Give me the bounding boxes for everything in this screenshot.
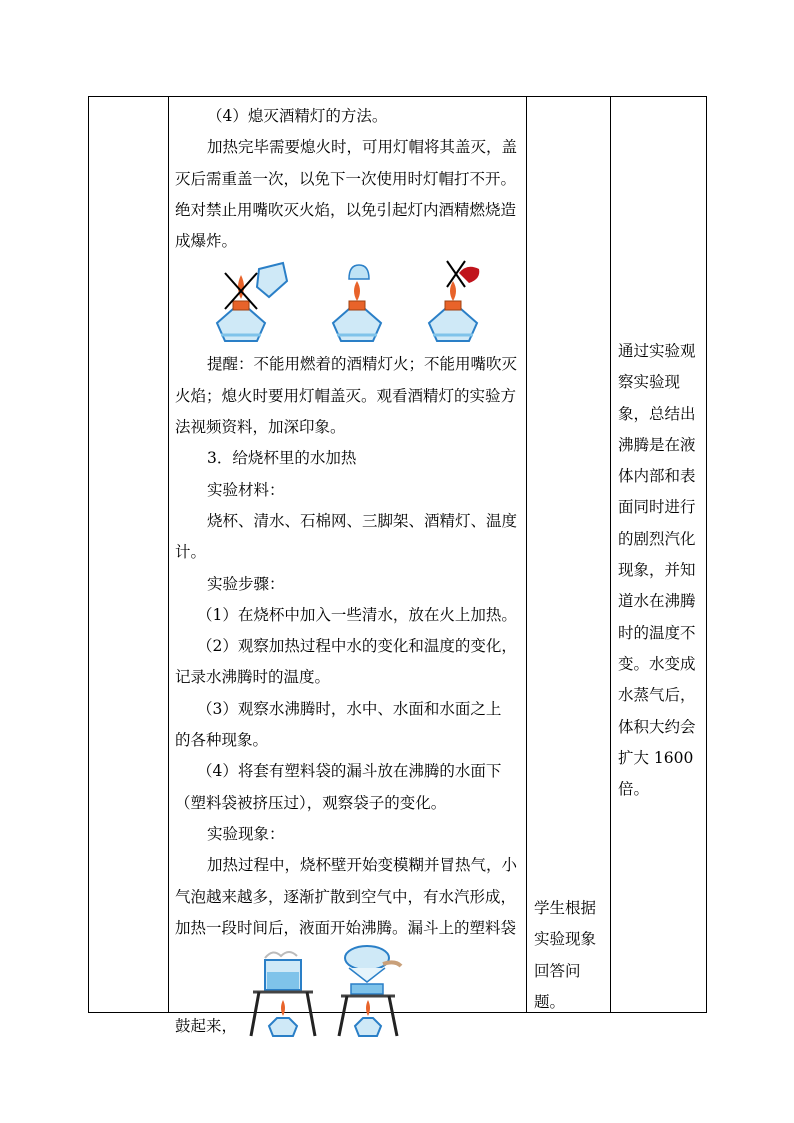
paragraph-line: 加热完毕需要熄火时，可用灯帽将其盖灭，盖 [207, 138, 518, 157]
paragraph-line: 法视频资料，加深印象。 [175, 418, 346, 437]
text-line: 面同时进行 [618, 498, 696, 517]
text-line: 回答问 [534, 961, 581, 980]
lesson-table [88, 96, 707, 1035]
paragraph-line: （1）在烧杯中加入一些清水，放在火上加热。 [197, 605, 517, 624]
paragraph-line: 的各种现象。 [175, 731, 269, 750]
alcohol-lamp-wrong-icon [211, 261, 291, 345]
text-line: 水蒸气后， [618, 686, 696, 705]
column-divider [610, 97, 611, 1012]
text-line: 时的温度不 [618, 623, 696, 642]
student-activity-cell [534, 893, 596, 1018]
paragraph-line: 鼓起来， [175, 1016, 238, 1035]
text-line: 现象，并知 [618, 561, 696, 580]
paragraph-line: （4）将套有塑料袋的漏斗放在沸腾的水面下 [197, 762, 502, 781]
text-line: 实验现象 [534, 930, 597, 949]
text-line: 察实验现 [618, 373, 681, 392]
text-line: 道水在沸腾 [618, 592, 696, 611]
paragraph-line: 实验现象： [207, 824, 285, 843]
text-line: 体内部和表 [618, 467, 696, 486]
design-intent-cell [618, 336, 696, 805]
text-line: 题。 [534, 992, 566, 1011]
paragraph-line: 记录水沸腾时的温度。 [175, 668, 331, 687]
lamp-figures [175, 257, 520, 349]
paragraph-line: （2）观察加热过程中水的变化和温度的变化， [197, 637, 517, 656]
boiling-figures [175, 944, 520, 1040]
paragraph-line: 计。 [175, 543, 207, 562]
text-line: 学生根据 [534, 899, 597, 917]
funnel-bag-heating-icon [333, 944, 405, 1038]
beaker-heating-icon [247, 946, 319, 1038]
paragraph-line: 灭后需重盖一次，以免下一次使用时灯帽打不开。 [175, 169, 517, 188]
paragraph-line: 实验步骤： [207, 574, 285, 593]
section-title: 3．给烧杯里的水加热 [207, 449, 357, 468]
paragraph-line: 成爆炸。 [175, 232, 238, 251]
text-line: 的剧烈汽化 [618, 529, 696, 548]
text-line: 沸腾是在液 [618, 435, 696, 454]
paragraph-line: 绝对禁止用嘴吹灭火焰，以免引起灯内酒精燃烧造 [175, 200, 517, 219]
alcohol-lamp-cap-icon [327, 261, 387, 345]
step-title: （4）熄灭酒精灯的方法。 [207, 107, 388, 125]
column-divider [526, 97, 527, 1012]
text-line: 倍。 [618, 780, 650, 799]
paragraph-line: 气泡越来越多，逐渐扩散到空气中，有水汽形成， [175, 887, 517, 906]
paragraph-line: 提醒：不能用燃着的酒精灯火；不能用嘴吹灭 [207, 355, 518, 374]
paragraph-line: （塑料袋被挤压过），观察袋子的变化。 [175, 793, 447, 812]
paragraph-line: 加热一段时间后，液面开始沸腾。漏斗上的塑料袋 [175, 918, 517, 937]
paragraph-line: 加热过程中，烧杯壁开始变模糊并冒热气，小 [207, 856, 518, 875]
paragraph-line: 实验材料： [207, 480, 285, 499]
text-line: 象，总结出 [618, 404, 696, 423]
text-line: 通过实验观 [618, 342, 696, 360]
teaching-content-cell [169, 97, 526, 1035]
text-line: 变。水变成 [618, 654, 696, 673]
paragraph-line: （3）观察水沸腾时，水中、水面和水面之上 [197, 699, 502, 718]
paragraph-line: 火焰；熄火时要用灯帽盖灭。观看酒精灯的实验方 [175, 386, 517, 405]
text-line: 扩大 1600 [618, 748, 694, 767]
paragraph-line: 烧杯、清水、石棉网、三脚架、酒精灯、温度 [207, 511, 518, 530]
text-line: 体积大约会 [618, 717, 696, 736]
alcohol-lamp-blow-wrong-icon [421, 257, 491, 345]
